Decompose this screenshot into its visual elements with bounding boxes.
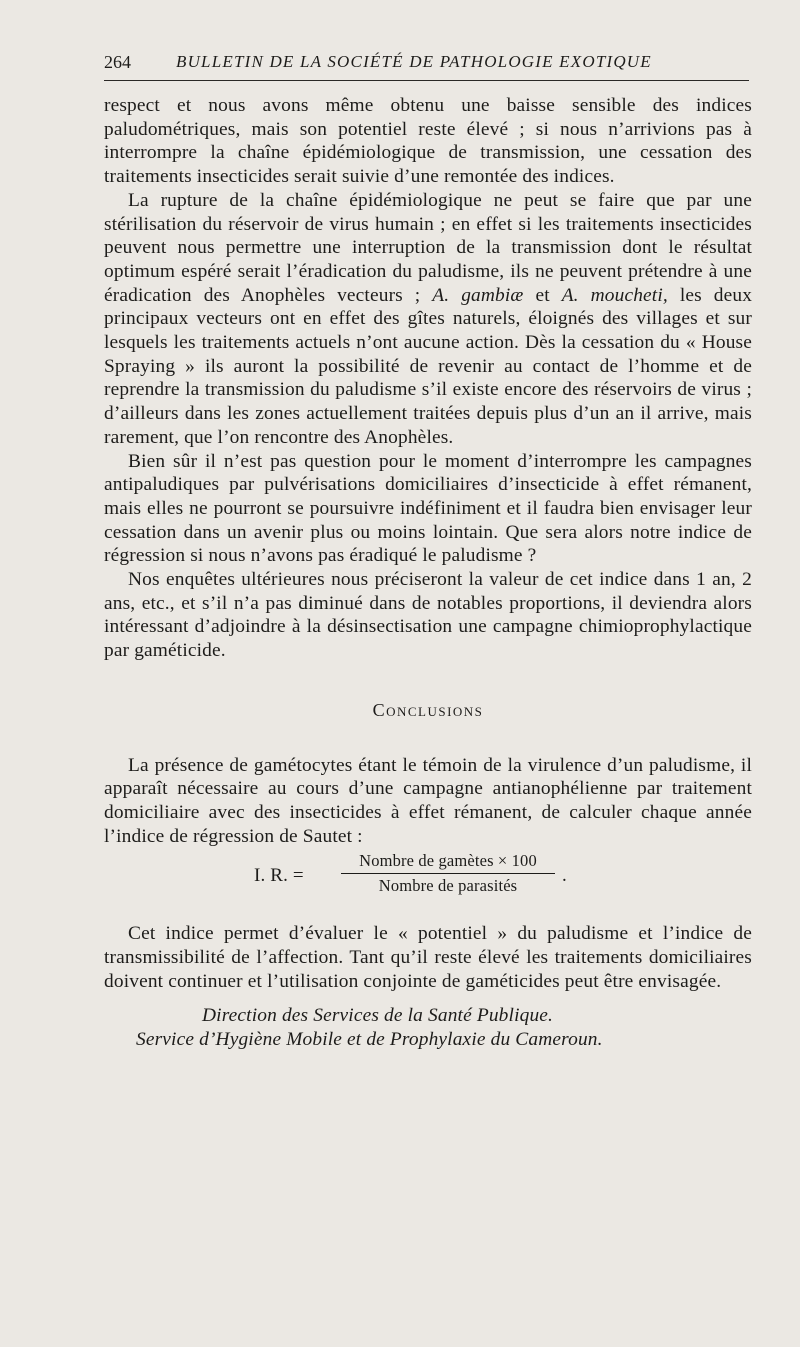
species-conjunction: et xyxy=(535,284,550,306)
paragraph-2-text: La rupture de la chaîne épidémiologique ne peut se faire que par une stérilisation du réservoir de virus humain ; en effet si les traitements insecticides peuvent nous permettre une interruption de la transmission dont le résultat optimum espéré serait l’éradication du paludisme, ils ne peuvent prétendre à une éradication des Anophèles vecteurs ; xyxy=(104,189,752,306)
running-title: BULLETIN DE LA SOCIÉTÉ DE PATHOLOGIE EXOTIQUE xyxy=(176,52,652,71)
signature-block xyxy=(104,1004,752,1052)
paragraph-3: Bien sûr il n’est pas question pour le moment d’interrompre les campagnes antipaludiques par pulvérisations domiciliaires d’insecticide à effet rémanent, mais elles ne pourront se poursuivre indéfiniment et il faudra bien envisager leur cessation dans un avenir plus ou moins lointain. Que sera alors notre indice de régression si nous n’avons pas éradiqué le paludisme ? xyxy=(104,450,752,567)
page-header xyxy=(104,52,749,81)
article-body xyxy=(104,94,752,1052)
paragraph-2-continuation: les deux principaux vecteurs ont en effet des gîtes naturels, éloignés des villages et sur lesquels les traitements actuels n’ont aucune action. Dès la cessation du « House Spraying » ils auront la possibilité de revenir au contact de l’homme et de reprendre la transmission du paludisme s’il existe encore des réservoirs de virus ; d’ailleurs dans les zones actuellement traitées depuis plus d’un an il arrive, mais rarement, que l’on rencontre des Anophèles. xyxy=(104,284,753,448)
conclusions-heading: Conclusions xyxy=(372,699,484,720)
formula-fraction xyxy=(341,850,555,897)
formula-denominator: Nombre de parasités xyxy=(378,876,518,896)
regression-index-formula xyxy=(104,850,752,904)
paragraph-1: respect et nous avons même obtenu une baisse sensible des indices paludométriques, mais son potentiel reste élevé ; si nous n’arrivions pas à interrompre la chaîne épidémiologique de transmission, une cessation des traitements insecticides serait suivie d’une remontée des indices. xyxy=(104,95,752,188)
conclusions-paragraph: La présence de gamétocytes étant le témoin de la virulence d’un paludisme, il apparaît nécessaire au cours d’une campagne antianophélienne par traitement domiciliaire avec des insecticides à effet rémanent, de calculer chaque année l’indice de régression de Sautet : xyxy=(104,754,752,847)
species-gambiae: A. gambiæ xyxy=(432,284,524,306)
signature-line-2: Service d’Hygiène Mobile et de Prophylaxie du Cameroun. xyxy=(136,1028,603,1050)
formula-numerator: Nombre de gamètes × 100 xyxy=(341,850,555,874)
formula-end: . xyxy=(562,865,567,887)
signature-line-1: Direction des Services de la Santé Publique. xyxy=(202,1004,554,1026)
paragraph-2 xyxy=(104,189,752,450)
paragraph-4: Nos enquêtes ultérieures nous préciseront la valeur de cet indice dans 1 an, 2 ans, etc., et s’il n’a pas diminué dans de notables proportions, il deviendra alors intéressant d’adjoindre à la désinsectisation une campagne chimioprophylactique par gaméticide. xyxy=(104,569,752,662)
final-paragraph: Cet indice permet d’évaluer le « potentiel » du paludisme et l’indice de transmissibilité de l’affection. Tant qu’il reste élevé les traitements domiciliaires doivent continuer et l’utilisation conjointe de gaméticides peut être envisagée. xyxy=(104,923,752,992)
formula-lhs: I. R. = xyxy=(254,865,304,887)
species-moucheti: A. moucheti, xyxy=(561,284,668,306)
page-number: 264 xyxy=(104,52,131,72)
